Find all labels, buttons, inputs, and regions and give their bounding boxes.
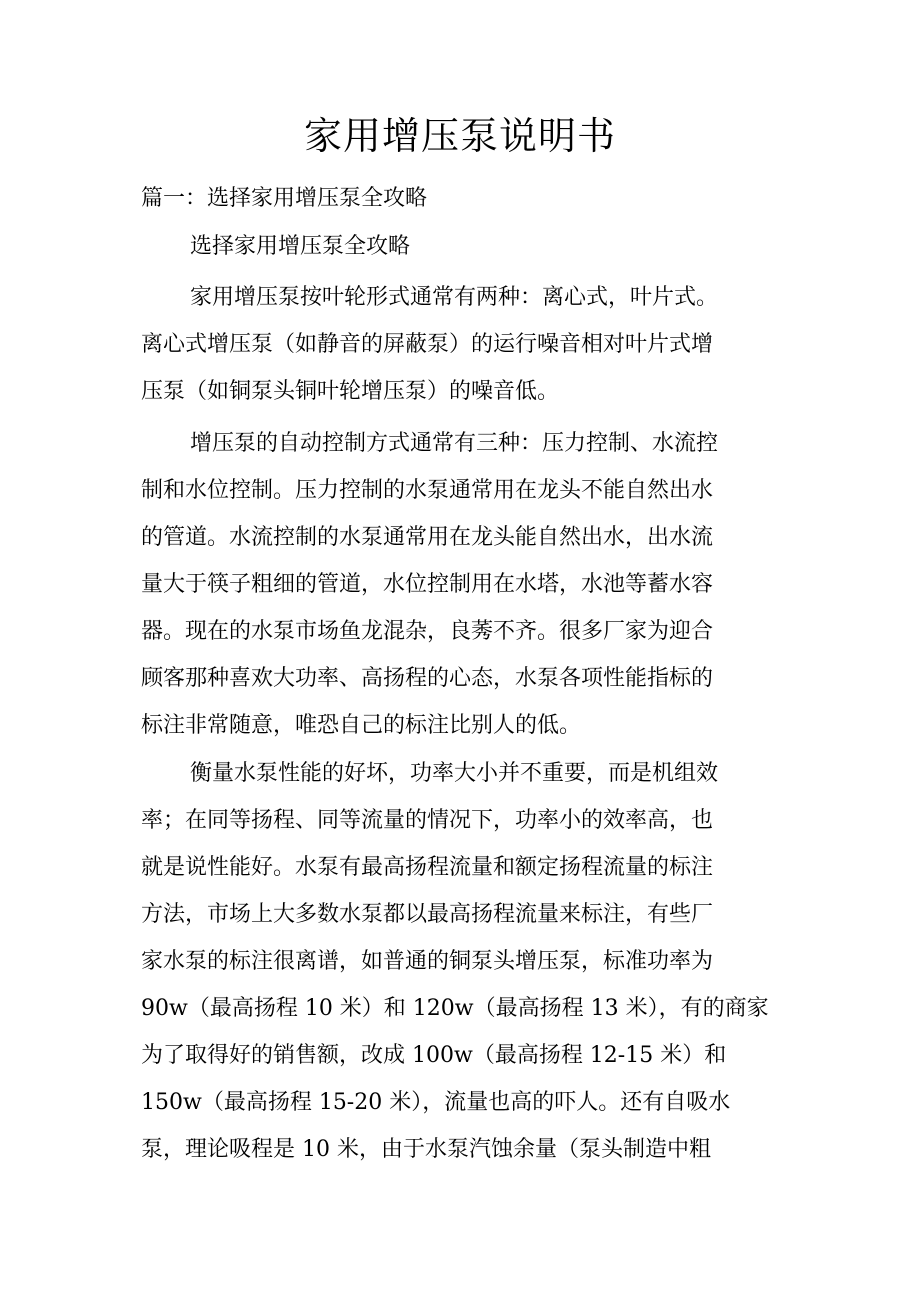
paragraph-line: 量大于筷子粗细的管道，水位控制用在水塔，水池等蓄水容 [141, 572, 714, 597]
paragraph-line: 顾客那种喜欢大功率、高扬程的心态，水泵各项性能指标的 [141, 666, 714, 691]
paragraph-line: 方法，市场上大多数水泵都以最高扬程流量来标注，有些厂 [141, 902, 714, 927]
paragraph-line: 泵，理论吸程是 10 米，由于水泵汽蚀余量（泵头制造中粗 [141, 1137, 711, 1162]
document-title: 家用增压泵说明书 [303, 114, 616, 158]
paragraph-1 [141, 274, 801, 415]
paragraph-line: 的管道。水流控制的水泵通常用在龙头能自然出水，出水流 [141, 525, 714, 550]
paragraph-line: 90w（最高扬程 10 米）和 120w（最高扬程 13 米），有的商家 [141, 996, 769, 1021]
paragraph-line: 制和水位控制。压力控制的水泵通常用在龙头不能自然出水 [141, 478, 714, 503]
sub-heading: 选择家用增压泵全攻略 [190, 234, 411, 259]
paragraph-line: 家用增压泵按叶轮形式通常有两种：离心式，叶片式。 [190, 285, 719, 310]
paragraph-line: 标注非常随意，唯恐自己的标注比别人的低。 [141, 713, 582, 738]
paragraph-line: 家水泵的标注很离谱，如普通的铜泵头增压泵，标准功率为 [141, 949, 714, 974]
paragraph-line: 率；在同等扬程、同等流量的情况下，功率小的效率高，也 [141, 808, 714, 833]
paragraph-line: 就是说性能好。水泵有最高扬程流量和额定扬程流量的标注 [141, 855, 714, 880]
paragraph-line: 衡量水泵性能的好坏，功率大小并不重要，而是机组效 [190, 761, 719, 786]
paragraph-line: 器。现在的水泵市场鱼龙混杂，良莠不齐。很多厂家为迎合 [141, 619, 714, 644]
paragraph-line: 150w（最高扬程 15-20 米），流量也高的吓人。还有自吸水 [141, 1090, 731, 1115]
paragraph-line: 离心式增压泵（如静音的屏蔽泵）的运行噪音相对叶片式增 [141, 332, 714, 357]
section-heading: 篇一：选择家用增压泵全攻略 [141, 186, 428, 211]
paragraph-line: 压泵（如铜泵头铜叶轮增压泵）的噪音低。 [141, 379, 560, 404]
paragraph-2 [141, 420, 801, 749]
paragraph-line: 增压泵的自动控制方式通常有三种：压力控制、水流控 [190, 431, 719, 456]
paragraph-line: 为了取得好的销售额，改成 100w（最高扬程 12-15 米）和 [141, 1043, 727, 1068]
paragraph-3 [141, 750, 801, 1173]
